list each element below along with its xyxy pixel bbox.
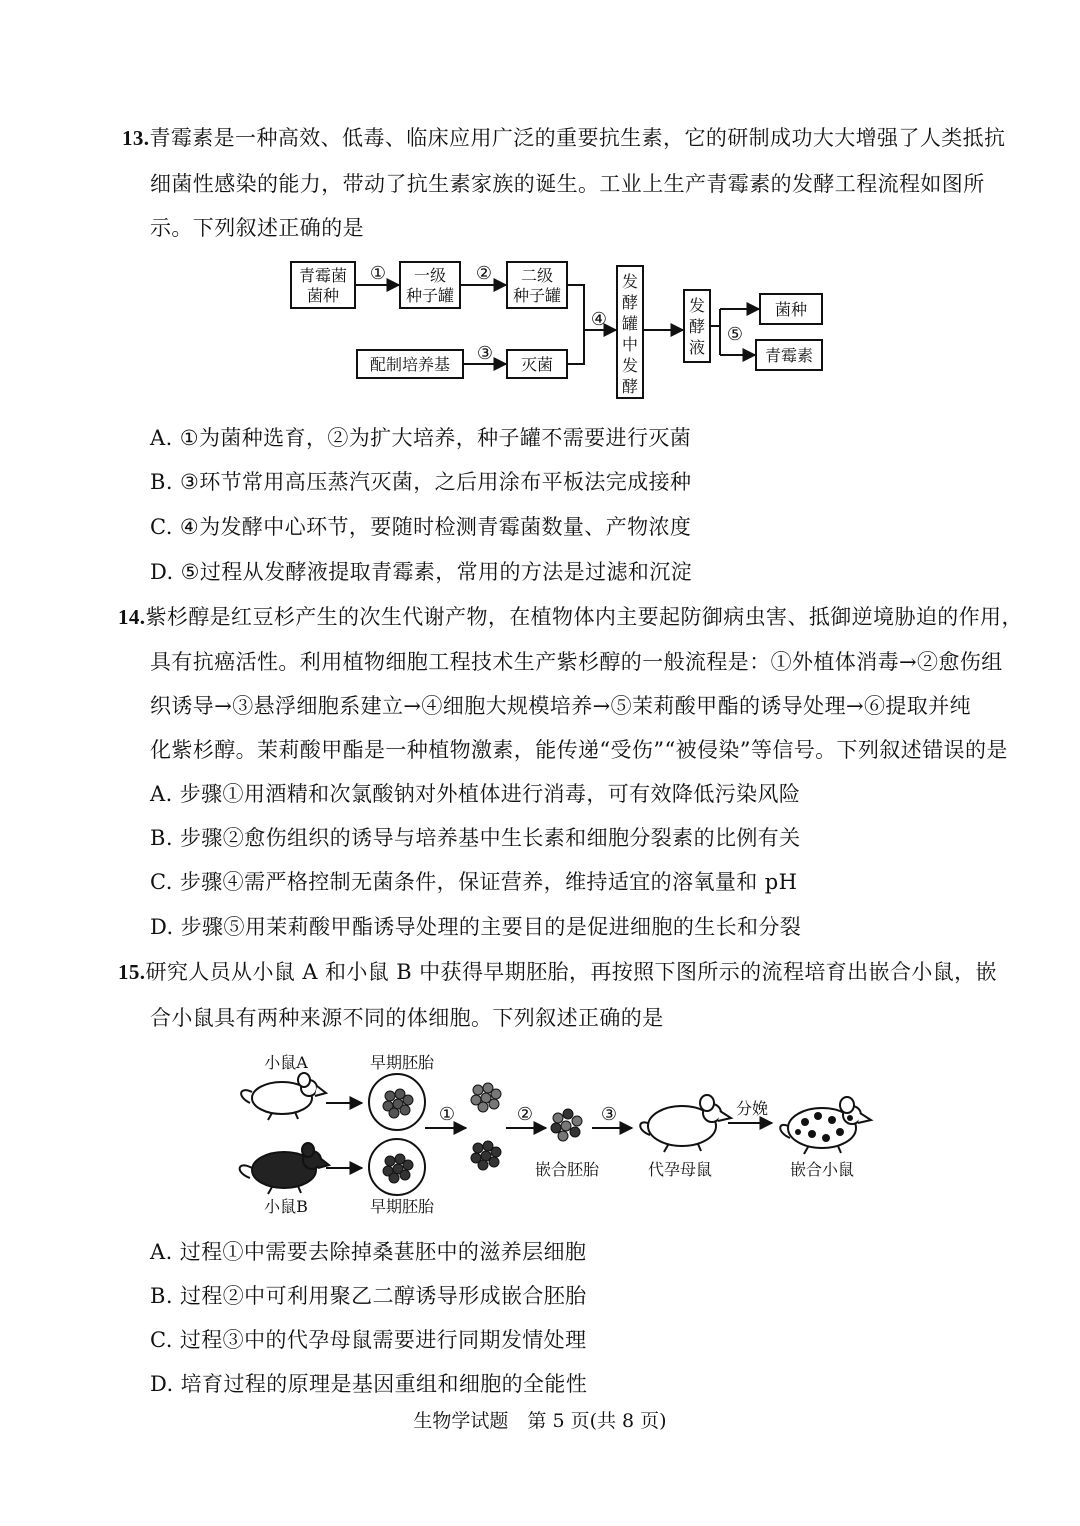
step-4-label: ④ [590, 309, 608, 330]
step-1-label: ① [438, 1104, 456, 1125]
svg-text:液: 液 [688, 338, 706, 357]
svg-text:发: 发 [621, 272, 639, 291]
svg-text:发: 发 [621, 356, 639, 375]
box-seed1-label-1: 一级 [413, 266, 447, 285]
box-liquid [684, 290, 710, 362]
step-2-label: ② [475, 263, 493, 284]
q13-option-c: C. ④为发酵中心环节，要随时检测青霉菌数量、产物浓度 [150, 515, 692, 539]
chimeric-mouse-icon [780, 1097, 871, 1154]
chimeric-mouse-label: 嵌合小鼠 [789, 1160, 855, 1179]
box-medium-label: 配制培养基 [369, 355, 451, 374]
mouse-a-icon [241, 1073, 326, 1120]
box-seed2-label-2: 种子罐 [512, 286, 562, 305]
q15-option-d: D. 培育过程的原理是基因重组和细胞的全能性 [150, 1372, 588, 1396]
q14-stem-line-1: 14.紫杉醇是红豆杉产生的次生代谢产物，在植物体内主要起防御病虫害、抵御逆境胁迫的作用， [118, 605, 1023, 629]
step-1-label: ① [369, 263, 387, 284]
box-tank [617, 266, 643, 398]
q14-stem-line-4: 化紫杉醇。茉莉酸甲酯是一种植物激素，能传递“受伤”“被侵染”等信号。下列叙述错误的是 [150, 738, 1008, 762]
box-seed1-label-2: 种子罐 [405, 286, 455, 305]
q14-stem-line-3: 织诱导→③悬浮细胞系建立→④细胞大规模培养→⑤茉莉酸甲酯的诱导处理→⑥提取并纯 [150, 694, 971, 718]
embryo-b-label: 早期胚胎 [369, 1197, 435, 1216]
svg-text:酵: 酵 [621, 377, 639, 396]
morula-b [471, 1141, 501, 1170]
embryo-b-dish [369, 1139, 425, 1195]
q15-number: 15. [118, 960, 146, 984]
surrogate-mouse-icon [640, 1095, 731, 1152]
q13-option-a: A. ①为菌种选育，②为扩大培养，种子罐不需要进行灭菌 [150, 426, 692, 450]
box-seed1 [400, 262, 460, 308]
box-strain-label-1: 青霉菌 [298, 266, 348, 285]
page-footer: 生物学试题 第 5 页(共 8 页) [413, 1410, 667, 1432]
svg-text:酵: 酵 [688, 317, 706, 336]
mouse-b-icon [240, 1143, 329, 1194]
box-out2-label: 青霉素 [764, 346, 814, 365]
q13-stem-line-2: 细菌性感染的能力，带动了抗生素家族的诞生。工业上生产青霉素的发酵工程流程如图所 [150, 172, 985, 196]
box-out2 [756, 340, 822, 370]
q14-option-c: C. 步骤④需严格控制无菌条件，保证营养，维持适宜的溶氧量和 pH [150, 870, 798, 894]
step-3-label: ③ [600, 1104, 618, 1125]
box-out1 [760, 294, 822, 324]
q14-option-b: B. 步骤②愈伤组织的诱导与培养基中生长素和细胞分裂素的比例有关 [150, 826, 801, 850]
box-sterilize [507, 350, 567, 378]
embryo-a-dish [369, 1074, 425, 1130]
q15-option-a: A. 过程①中需要去除掉桑葚胚中的滋养层细胞 [150, 1240, 587, 1264]
chimeric-embryo-label: 嵌合胚胎 [534, 1160, 600, 1179]
morula-a [471, 1083, 501, 1112]
q15-option-c: C. 过程③中的代孕母鼠需要进行同期发情处理 [150, 1328, 587, 1352]
q13-option-d: D. ⑤过程从发酵液提取青霉素，常用的方法是过滤和沉淀 [150, 560, 693, 584]
q15-option-b: B. 过程②中可利用聚乙二醇诱导形成嵌合胚胎 [150, 1284, 587, 1308]
q15-stem-line-1: 15.研究人员从小鼠 A 和小鼠 B 中获得早期胚胎，再按照下图所示的流程培育出嵌合小鼠，嵌 [118, 960, 997, 984]
q13-stem-line-1: 13.青霉素是一种高效、低毒、临床应用广泛的重要抗生素，它的研制成功大大增强了人类抵抗 [122, 126, 1006, 150]
q14-option-a: A. 步骤①用酒精和次氯酸钠对外植体进行消毒，可有效降低污染风险 [150, 782, 801, 806]
svg-text:中: 中 [621, 335, 639, 354]
q13-number: 13. [122, 126, 150, 150]
svg-text:酵: 酵 [621, 293, 639, 312]
mouse-b-label: 小鼠B [264, 1197, 308, 1216]
box-strain-label-2: 菌种 [306, 286, 340, 305]
step-5-label: ⑤ [726, 324, 744, 345]
box-seed2 [507, 262, 567, 308]
embryo-a-label: 早期胚胎 [369, 1053, 435, 1072]
step-2-label: ② [516, 1104, 534, 1125]
chimeric-embryo-icon [551, 1109, 582, 1141]
box-strain [291, 262, 355, 308]
box-medium [357, 350, 463, 378]
surrogate-label: 代孕母鼠 [647, 1160, 713, 1179]
q13-option-b: B. ③环节常用高压蒸汽灭菌，之后用涂布平板法完成接种 [150, 470, 692, 494]
step-3-label: ③ [476, 343, 494, 364]
mouse-a-label: 小鼠A [264, 1053, 308, 1072]
q13-stem-line-3: 示。下列叙述正确的是 [150, 216, 364, 240]
q14-option-d: D. 步骤⑤用茉莉酸甲酯诱导处理的主要目的是促进细胞的生长和分裂 [150, 915, 802, 939]
box-out1-label: 菌种 [774, 300, 808, 319]
box-seed2-label-1: 二级 [520, 266, 554, 285]
svg-text:罐: 罐 [621, 314, 639, 333]
q14-stem-line-2: 具有抗癌活性。利用植物细胞工程技术生产紫杉醇的一般流程是：①外植体消毒→②愈伤组 [150, 650, 1003, 674]
svg-text:发: 发 [688, 296, 706, 315]
box-sterilize-label: 灭菌 [520, 355, 554, 374]
q14-number: 14. [118, 605, 146, 629]
delivery-label: 分娩 [735, 1099, 769, 1118]
q15-stem-line-2: 合小鼠具有两种来源不同的体细胞。下列叙述正确的是 [150, 1006, 664, 1030]
